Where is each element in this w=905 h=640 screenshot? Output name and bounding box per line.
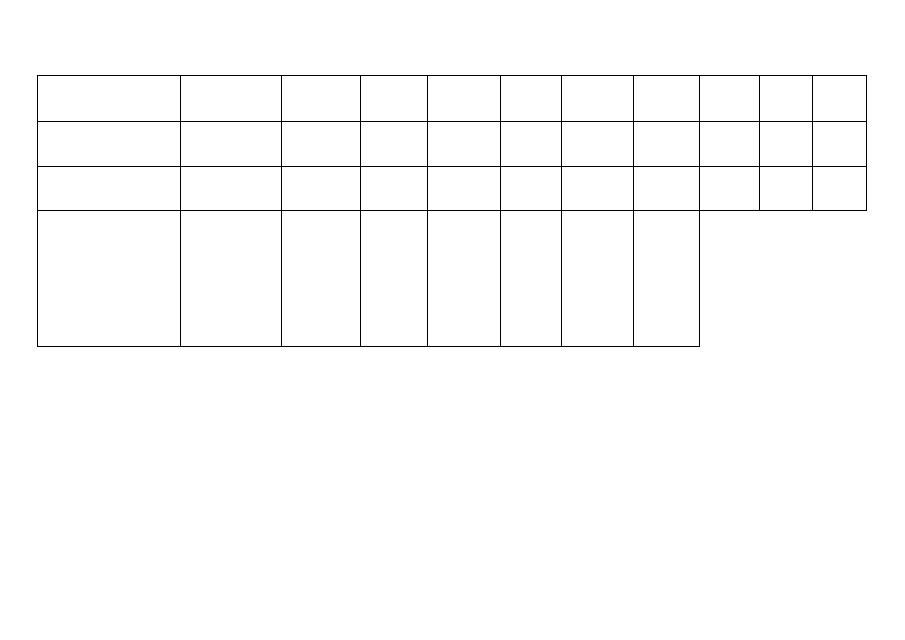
amount-col8-cell [634, 211, 700, 347]
amount-col4-cell [361, 76, 428, 122]
end-year-cell [813, 167, 867, 211]
object-name-cell [38, 167, 181, 211]
amount-col7-cell [562, 167, 634, 211]
amount-col4-cell [361, 167, 428, 211]
table-row [38, 122, 867, 167]
amount-col6-cell [501, 76, 562, 122]
amount-col4-cell [361, 211, 428, 347]
object-name-cell [38, 76, 181, 122]
start-year-cell [760, 122, 813, 167]
work-type-cell [181, 211, 282, 347]
work-type-cell [181, 76, 282, 122]
start-year-cell [760, 167, 813, 211]
amount-col7-cell [562, 76, 634, 122]
investment-table [37, 75, 867, 347]
end-year-cell [813, 76, 867, 122]
object-name-cell [38, 122, 181, 167]
amount-col9-cell [700, 76, 760, 122]
table-row [38, 167, 867, 211]
amount-col8-cell [634, 167, 700, 211]
table-row [38, 76, 867, 122]
amount-col5-cell [428, 122, 501, 167]
total-amount-cell [282, 167, 361, 211]
amount-col6-cell [501, 122, 562, 167]
amount-col8-cell [634, 76, 700, 122]
object-name-cell [38, 211, 181, 347]
total-amount-cell [282, 76, 361, 122]
work-type-cell [181, 122, 282, 167]
amount-col5-cell [428, 211, 501, 347]
table-row [38, 211, 867, 347]
amount-col5-cell [428, 76, 501, 122]
amount-col4-cell [361, 122, 428, 167]
amount-col7-cell [562, 122, 634, 167]
amount-col6-cell [501, 211, 562, 347]
work-type-cell [181, 167, 282, 211]
amount-col5-cell [428, 167, 501, 211]
start-year-cell [760, 76, 813, 122]
end-year-cell [813, 122, 867, 167]
amount-col7-cell [562, 211, 634, 347]
amount-col9-cell [700, 167, 760, 211]
total-amount-cell [282, 211, 361, 347]
amount-col6-cell [501, 167, 562, 211]
total-amount-cell [282, 122, 361, 167]
amount-col8-cell [634, 122, 700, 167]
amount-col9-cell [700, 122, 760, 167]
